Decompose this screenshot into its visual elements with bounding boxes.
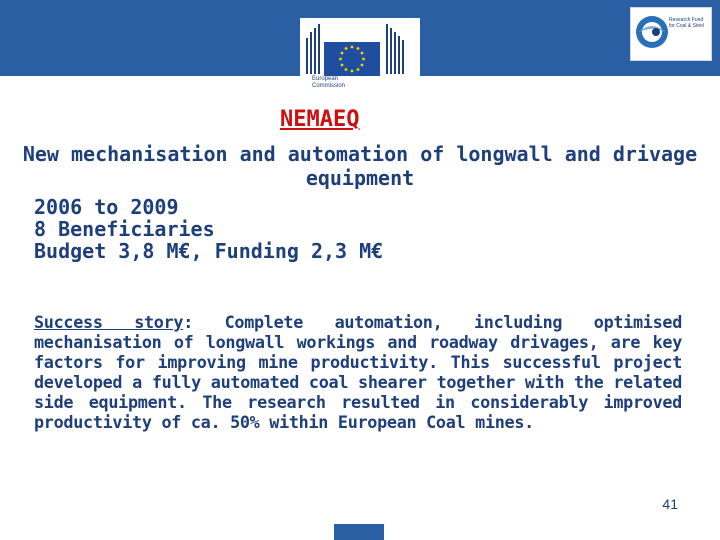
- fact-duration: 2006 to 2009: [34, 195, 179, 219]
- ec-logo-caption: European Commission: [312, 76, 346, 89]
- rfcs-emblem-icon: [635, 14, 669, 50]
- success-story-text: : Complete automation, including optimised mechanisation of longwall workings and roadway drivages, are key factors for improving mine productivity. This successful project developed a fully automated coal shearer together with the related side equipment. The research resulted in considerably improved productivity of ca. 50% within European Coal mines.: [34, 312, 683, 432]
- project-facts: [34, 196, 694, 262]
- fact-budget: Budget 3,8 M€, Funding 2,3 M€: [34, 239, 384, 263]
- page-number: 41: [662, 496, 678, 512]
- rfcs-logo: [630, 7, 712, 61]
- rfcs-logo-text: Research Fund for Coal & Steel: [669, 17, 705, 29]
- footer-bar: [334, 524, 384, 540]
- slide-subtitle: New mechanisation and automation of longwall and drivage equipment: [22, 142, 698, 190]
- slide-title: NEMAEQ: [280, 107, 360, 132]
- success-story-label: Success story: [34, 312, 184, 332]
- european-commission-logo: [300, 18, 420, 100]
- success-story: [34, 312, 682, 432]
- fact-beneficiaries: 8 Beneficiaries: [34, 217, 215, 241]
